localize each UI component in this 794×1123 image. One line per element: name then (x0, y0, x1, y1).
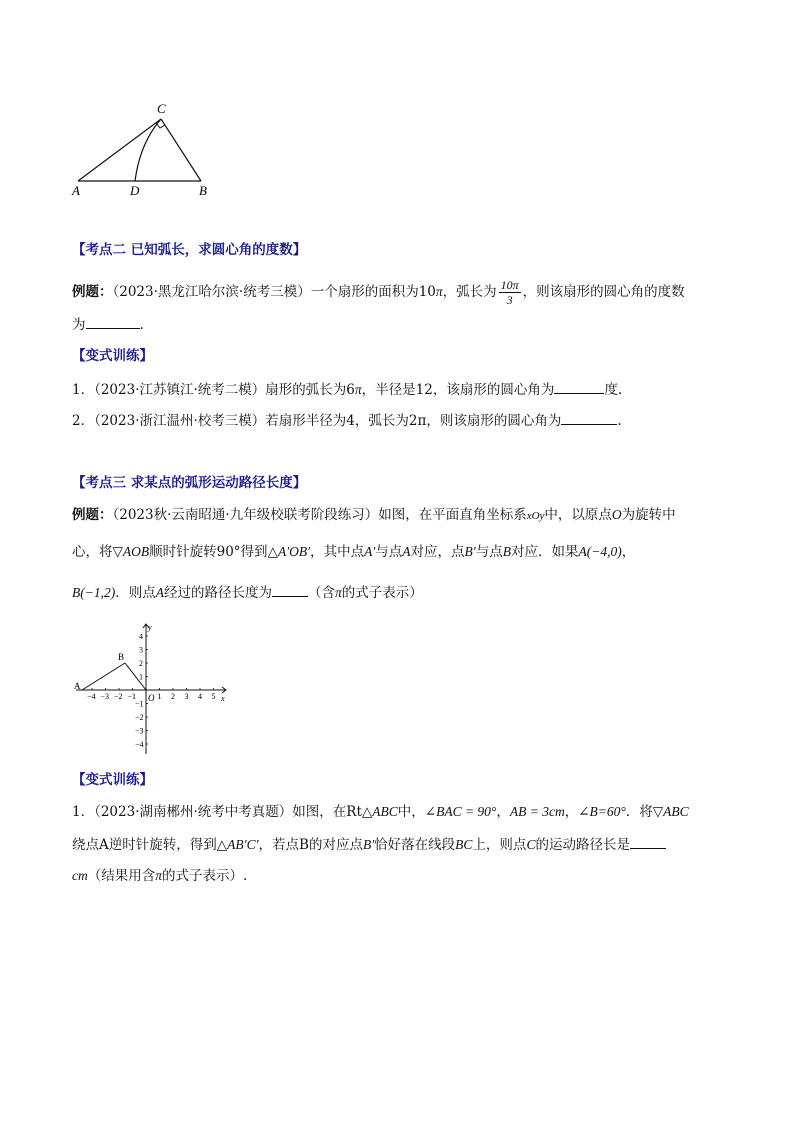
practice-text: 1．（2023·湖南郴州·统考中考真题）如图，在Rt (72, 804, 362, 820)
example-text: 为 (72, 317, 86, 333)
point-a-prime: A′ (364, 544, 376, 559)
answer-blank[interactable] (272, 582, 308, 597)
x-axis-label: x (221, 694, 225, 703)
length-ab: AB = 3cm (509, 804, 565, 819)
example-text: ，其中点 (310, 544, 365, 560)
pi-symbol: π (334, 585, 342, 600)
triangle-ab-prime-c-prime: △AB′C′ (216, 837, 259, 852)
unit-cm: cm (72, 868, 88, 883)
angle-b: ∠B=60° (578, 804, 626, 819)
example-text: ， (621, 544, 636, 560)
practice-text: ．将 (625, 804, 653, 820)
question-1 (72, 379, 622, 400)
y-tick-label: 4 (139, 632, 143, 641)
example-text: （含 (307, 585, 335, 601)
fraction-denominator: 3 (506, 293, 513, 307)
section3-example-line3 (72, 582, 423, 603)
pi-symbol: π (435, 284, 443, 299)
answer-blank[interactable] (86, 314, 140, 329)
point-o: O (611, 507, 622, 522)
segment-cb (161, 119, 201, 181)
practice-line1 (72, 802, 689, 822)
point-b: B (502, 544, 511, 559)
triangle-aob: ▽AOB (112, 544, 150, 559)
answer-blank[interactable] (554, 379, 604, 394)
example-text: 经过的路径长度为 (163, 585, 272, 601)
section3-heading: 【考点三 求某点的弧形运动路径长度】 (72, 475, 307, 491)
answer-blank[interactable] (561, 410, 617, 425)
x-tick-label: −4 (87, 692, 96, 701)
coordinate-system-label: xOy (526, 510, 545, 522)
coordinate-a: A(−4,0) (578, 544, 622, 559)
point-a: A (155, 585, 164, 600)
example-text: 中，以原点 (544, 507, 612, 523)
practice-text: 中， (397, 804, 425, 820)
practice-heading: 【变式训练】 (72, 772, 153, 788)
triangle-abc: △ABC (361, 804, 398, 819)
x-tick-label: 1 (157, 692, 162, 701)
example-text: . (139, 317, 144, 333)
example-text: ，弧长为 (442, 284, 497, 300)
example-text: 对应．如果 (511, 544, 579, 560)
y-tick-label: 3 (139, 645, 143, 655)
example-text: 对应，点 (410, 544, 465, 560)
y-tick-label: 1 (139, 672, 143, 682)
x-tick-label: −3 (100, 692, 110, 701)
practice-text: 恰好落在线段 (374, 837, 456, 853)
practice-text: 的运动路径长是 (535, 837, 630, 853)
question-text: 度. (604, 382, 623, 398)
fraction-numerator: 10π (500, 278, 519, 292)
section3-example-line2 (72, 542, 635, 562)
example-text: 与点 (375, 544, 403, 560)
coordinate-plane-figure (68, 620, 230, 756)
label-c: C (157, 101, 166, 116)
fraction (499, 278, 521, 307)
y-axis-label: y (148, 623, 152, 632)
example-text: （2023·黑龙江哈尔滨·统考三模）一个扇形的面积为10 (112, 284, 436, 300)
triangle-figure (60, 98, 230, 198)
y-tick-label: 2 (139, 659, 143, 668)
label-b: B (199, 183, 207, 198)
practice-line2 (72, 834, 666, 855)
practice-text: 的式子表示）. (162, 868, 248, 884)
practice-line3 (72, 866, 247, 886)
point-b-label: B (118, 652, 125, 662)
practice-heading: 【变式训练】 (72, 348, 153, 364)
x-tick-label: 2 (171, 692, 175, 701)
section2-example-cont (72, 314, 144, 335)
example-text: ．则点 (115, 585, 156, 601)
example-text: 顺时针旋转90°得到 (149, 544, 268, 560)
question-text: . (617, 413, 622, 429)
example-text: 与点 (475, 544, 503, 560)
point-b-prime: B′ (362, 837, 375, 852)
point-a: A (402, 544, 411, 559)
point-b-prime: B′ (464, 544, 476, 559)
y-tick-label: −4 (135, 740, 144, 749)
x-tick-label: 3 (184, 692, 189, 701)
triangle-a-o-b-prime: △A′OB′ (267, 544, 311, 559)
example-label: 例题： (72, 284, 113, 300)
segment-ac (78, 119, 161, 181)
example-text: 为旋转中 (621, 507, 676, 523)
origin-label: O (148, 693, 155, 703)
practice-text: ，若点B的对应点 (258, 837, 363, 853)
section2-example (72, 278, 685, 307)
example-text: 的式子表示） (341, 585, 423, 601)
question-text: 1．（2023·江苏镇江·统考二模）扇形的弧长为6 (72, 382, 355, 398)
triangle-abc: ▽ABC (652, 804, 689, 819)
practice-text: 绕点A逆时针旋转，得到 (72, 837, 217, 853)
example-text: 心，将 (72, 544, 113, 560)
x-tick-label: −2 (114, 692, 123, 701)
x-tick-label: 5 (211, 692, 216, 701)
question-2 (72, 410, 622, 431)
point-a-label: A (74, 681, 81, 691)
example-text: （2023秋·云南昭通·九年级校联考阶段练习）如图，在平面直角坐标系 (112, 507, 527, 523)
pi-symbol: π (354, 382, 362, 397)
answer-blank[interactable] (630, 834, 666, 849)
x-tick-label: −1 (127, 692, 137, 701)
label-d: D (130, 183, 140, 198)
practice-text: ， (496, 804, 510, 820)
y-tick-label: −2 (135, 713, 144, 722)
section3-example-line1 (72, 505, 676, 526)
label-a: A (72, 183, 80, 198)
angle-bac: ∠BAC = 90° (424, 804, 497, 819)
example-text: ，则该扇形的圆心角的度数 (522, 284, 685, 300)
y-tick-label: −3 (135, 726, 144, 736)
x-tick-label: 4 (198, 692, 202, 701)
segment-bc: BC (455, 837, 473, 852)
practice-text: ， (564, 804, 579, 820)
pi-symbol: π (155, 868, 163, 883)
section2-heading: 【考点二 已知弧长，求圆心角的度数】 (72, 242, 307, 258)
segment-ab (82, 663, 125, 690)
coordinate-b: B(−1,2) (72, 585, 116, 600)
practice-text: （结果用含 (87, 868, 156, 884)
question-text: ，半径是12，该扇形的圆心角为 (361, 382, 555, 398)
example-label: 例题： (72, 507, 113, 523)
point-c: C (526, 837, 536, 852)
y-tick-label: −1 (135, 699, 144, 709)
question-text: 2．（2023·浙江温州·校考三模）若扇形半径为4，弧长为2π，则该扇形的圆心角为 (72, 413, 562, 429)
practice-text: 上，则点 (472, 837, 527, 853)
